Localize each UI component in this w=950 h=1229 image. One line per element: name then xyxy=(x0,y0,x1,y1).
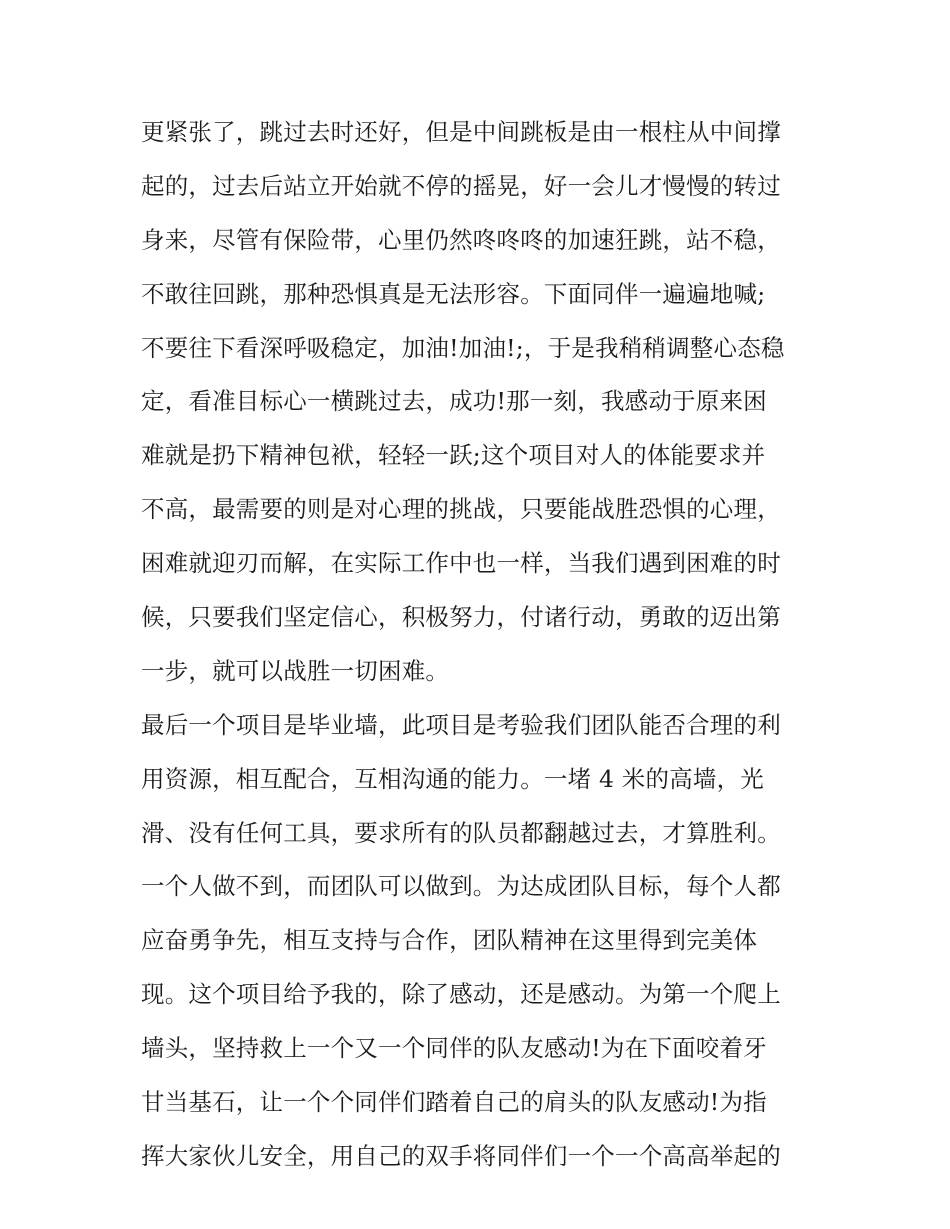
text-line: 起的，过去后站立开始就不停的摇晃，好一会儿才慢慢的转过 xyxy=(141,171,781,200)
text-line: 一步，就可以战胜一切困难。 xyxy=(141,656,450,685)
text-line: 现。这个项目给予我的，除了感动，还是感动。为第一个爬上 xyxy=(141,980,781,1009)
text-line: 更紧张了，跳过去时还好，但是中间跳板是由一根柱从中间撑 xyxy=(141,118,781,146)
text-line: 不高，最需要的则是对心理的挑战，只要能战胜恐惧的心理， xyxy=(141,495,781,524)
text-line: 身来，尽管有保险带，心里仍然咚咚咚的加速狂跳，站不稳， xyxy=(141,225,781,254)
text-line: 甘当基石，让一个个同伴们踏着自己的肩头的队友感动!为指 xyxy=(141,1088,767,1117)
text-line: 不要往下看深呼吸稳定，加油!加油!;，于是我稍稍调整心态稳 xyxy=(141,333,785,362)
text-line: 定，看准目标心一横跳过去，成功!那一刻，我感动于原来困 xyxy=(141,387,767,416)
text-line: 不敢往回跳，那种恐惧真是无法形容。下面同伴一遍遍地喊; xyxy=(141,279,766,308)
text-line: 一个人做不到，而团队可以做到。为达成团队目标，每个人都 xyxy=(141,872,781,901)
text-line: 滑、没有任何工具，要求所有的队员都翻越过去，才算胜利。 xyxy=(141,818,781,847)
text-line: 困难就迎刃而解，在实际工作中也一样，当我们遇到困难的时 xyxy=(141,549,781,578)
text-line: 挥大家伙儿安全，用自己的双手将同伴们一个一个高高举起的 xyxy=(141,1141,781,1170)
text-line: 用资源，相互配合，互相沟通的能力。一堵 4 米的高墙，光 xyxy=(141,764,764,793)
text-line: 最后一个项目是毕业墙，此项目是考验我们团队能否合理的利 xyxy=(141,710,781,739)
text-line: 候，只要我们坚定信心，积极努力，付诸行动，勇敢的迈出第 xyxy=(141,603,781,632)
body-text xyxy=(141,106,821,1184)
text-line: 墙头，坚持救上一个又一个同伴的队友感动!为在下面咬着牙 xyxy=(141,1034,767,1063)
text-line: 难就是扔下精神包袱，轻轻一跃;这个项目对人的体能要求并 xyxy=(141,441,766,470)
text-line: 应奋勇争先，相互支持与合作，团队精神在这里得到完美体 xyxy=(141,926,758,955)
